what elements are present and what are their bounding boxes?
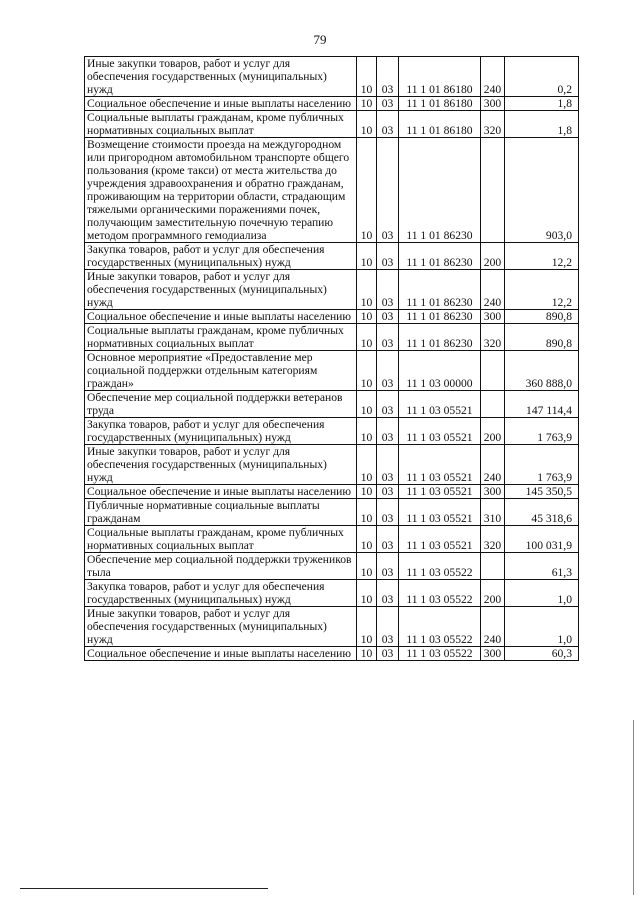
row-expense-type-cell: 240 bbox=[481, 270, 505, 310]
row-expense-type-cell bbox=[481, 351, 505, 391]
row-section-cell: 10 bbox=[357, 607, 377, 647]
row-section-cell: 10 bbox=[357, 270, 377, 310]
row-section-cell: 10 bbox=[357, 499, 377, 526]
row-expense-type-cell: 240 bbox=[481, 607, 505, 647]
row-expense-type-cell: 310 bbox=[481, 499, 505, 526]
row-subsection-cell: 03 bbox=[377, 310, 399, 324]
row-target-article-cell: 11 1 03 05522 bbox=[399, 607, 481, 647]
footnote-rule bbox=[20, 888, 268, 889]
row-amount-cell: 61,3 bbox=[505, 553, 579, 580]
row-subsection-cell: 03 bbox=[377, 499, 399, 526]
row-target-article-cell: 11 1 01 86180 bbox=[399, 111, 481, 138]
row-amount-cell: 903,0 bbox=[505, 138, 579, 243]
row-section-cell: 10 bbox=[357, 111, 377, 138]
row-amount-cell: 100 031,9 bbox=[505, 526, 579, 553]
row-name-cell: Основное мероприятие «Предоставление мер социальной поддержки отдельным категориям граждан» bbox=[85, 351, 357, 391]
row-expense-type-cell: 320 bbox=[481, 324, 505, 351]
row-expense-type-cell bbox=[481, 391, 505, 418]
row-subsection-cell: 03 bbox=[377, 324, 399, 351]
row-subsection-cell: 03 bbox=[377, 526, 399, 553]
row-amount-cell: 1 763,9 bbox=[505, 418, 579, 445]
table-row bbox=[85, 418, 579, 445]
table-row bbox=[85, 111, 579, 138]
scan-edge-mark bbox=[633, 720, 634, 895]
row-subsection-cell: 03 bbox=[377, 445, 399, 485]
row-target-article-cell: 11 1 03 05521 bbox=[399, 391, 481, 418]
row-amount-cell: 0,2 bbox=[505, 57, 579, 97]
row-expense-type-cell: 320 bbox=[481, 111, 505, 138]
row-amount-cell: 12,2 bbox=[505, 270, 579, 310]
row-section-cell: 10 bbox=[357, 310, 377, 324]
row-name-cell: Социальные выплаты гражданам, кроме публичных нормативных социальных выплат bbox=[85, 111, 357, 138]
row-target-article-cell: 11 1 03 05521 bbox=[399, 445, 481, 485]
row-expense-type-cell bbox=[481, 138, 505, 243]
row-target-article-cell: 11 1 03 05521 bbox=[399, 499, 481, 526]
row-subsection-cell: 03 bbox=[377, 607, 399, 647]
table-row bbox=[85, 391, 579, 418]
row-name-cell: Иные закупки товаров, работ и услуг для обеспечения государственных (муниципальных) нужд bbox=[85, 57, 357, 97]
row-section-cell: 10 bbox=[357, 418, 377, 445]
row-name-cell: Социальное обеспечение и иные выплаты населению bbox=[85, 97, 357, 111]
table-row bbox=[85, 485, 579, 499]
table-body bbox=[85, 57, 579, 661]
row-name-cell: Социальное обеспечение и иные выплаты населению bbox=[85, 310, 357, 324]
row-target-article-cell: 11 1 03 05521 bbox=[399, 485, 481, 499]
row-name-cell: Публичные нормативные социальные выплаты гражданам bbox=[85, 499, 357, 526]
table-row bbox=[85, 580, 579, 607]
row-amount-cell: 1,8 bbox=[505, 111, 579, 138]
row-subsection-cell: 03 bbox=[377, 647, 399, 661]
row-subsection-cell: 03 bbox=[377, 580, 399, 607]
row-expense-type-cell: 240 bbox=[481, 57, 505, 97]
row-section-cell: 10 bbox=[357, 243, 377, 270]
table-row bbox=[85, 243, 579, 270]
table-row bbox=[85, 607, 579, 647]
row-target-article-cell: 11 1 01 86230 bbox=[399, 243, 481, 270]
row-section-cell: 10 bbox=[357, 138, 377, 243]
row-section-cell: 10 bbox=[357, 445, 377, 485]
table-row bbox=[85, 445, 579, 485]
row-name-cell: Закупка товаров, работ и услуг для обеспечения государственных (муниципальных) нужд bbox=[85, 580, 357, 607]
row-target-article-cell: 11 1 03 05521 bbox=[399, 526, 481, 553]
row-amount-cell: 890,8 bbox=[505, 324, 579, 351]
row-amount-cell: 890,8 bbox=[505, 310, 579, 324]
row-section-cell: 10 bbox=[357, 351, 377, 391]
row-section-cell: 10 bbox=[357, 553, 377, 580]
row-section-cell: 10 bbox=[357, 647, 377, 661]
row-expense-type-cell: 300 bbox=[481, 310, 505, 324]
row-name-cell: Иные закупки товаров, работ и услуг для обеспечения государственных (муниципальных) нужд bbox=[85, 607, 357, 647]
table-row bbox=[85, 138, 579, 243]
table-row bbox=[85, 647, 579, 661]
row-name-cell: Социальное обеспечение и иные выплаты населению bbox=[85, 647, 357, 661]
row-section-cell: 10 bbox=[357, 485, 377, 499]
row-target-article-cell: 11 1 03 05522 bbox=[399, 580, 481, 607]
row-subsection-cell: 03 bbox=[377, 485, 399, 499]
row-amount-cell: 1,0 bbox=[505, 580, 579, 607]
row-expense-type-cell: 200 bbox=[481, 243, 505, 270]
row-subsection-cell: 03 bbox=[377, 138, 399, 243]
row-subsection-cell: 03 bbox=[377, 57, 399, 97]
row-section-cell: 10 bbox=[357, 526, 377, 553]
row-name-cell: Обеспечение мер социальной поддержки ветеранов труда bbox=[85, 391, 357, 418]
table-row bbox=[85, 324, 579, 351]
row-amount-cell: 360 888,0 bbox=[505, 351, 579, 391]
row-section-cell: 10 bbox=[357, 97, 377, 111]
row-name-cell: Иные закупки товаров, работ и услуг для обеспечения государственных (муниципальных) нужд bbox=[85, 270, 357, 310]
row-section-cell: 10 bbox=[357, 57, 377, 97]
page-number: 79 bbox=[313, 32, 327, 47]
row-subsection-cell: 03 bbox=[377, 270, 399, 310]
row-section-cell: 10 bbox=[357, 391, 377, 418]
table-row bbox=[85, 351, 579, 391]
row-expense-type-cell: 240 bbox=[481, 445, 505, 485]
table-row bbox=[85, 270, 579, 310]
row-name-cell: Возмещение стоимости проезда на междугородном или пригородном автомобильном транспорте общего пользования (кроме такси) от места жительства до учреждения здравоохранения и обратно гражданам, проживающим на территории области, страдающим тяжелыми органическими поражениями почек, получающим заместительную почечную терапию методом программного гемодиализа bbox=[85, 138, 357, 243]
row-name-cell: Социальные выплаты гражданам, кроме публичных нормативных социальных выплат bbox=[85, 526, 357, 553]
row-amount-cell: 147 114,4 bbox=[505, 391, 579, 418]
row-amount-cell: 1,8 bbox=[505, 97, 579, 111]
row-subsection-cell: 03 bbox=[377, 111, 399, 138]
row-target-article-cell: 11 1 03 05521 bbox=[399, 418, 481, 445]
row-expense-type-cell: 320 bbox=[481, 526, 505, 553]
row-target-article-cell: 11 1 01 86230 bbox=[399, 138, 481, 243]
row-expense-type-cell: 200 bbox=[481, 580, 505, 607]
row-target-article-cell: 11 1 01 86230 bbox=[399, 270, 481, 310]
row-name-cell: Закупка товаров, работ и услуг для обеспечения государственных (муниципальных) нужд bbox=[85, 418, 357, 445]
row-target-article-cell: 11 1 01 86230 bbox=[399, 324, 481, 351]
row-subsection-cell: 03 bbox=[377, 553, 399, 580]
row-amount-cell: 1 763,9 bbox=[505, 445, 579, 485]
row-target-article-cell: 11 1 01 86180 bbox=[399, 97, 481, 111]
row-subsection-cell: 03 bbox=[377, 418, 399, 445]
row-amount-cell: 60,3 bbox=[505, 647, 579, 661]
row-expense-type-cell: 200 bbox=[481, 418, 505, 445]
row-target-article-cell: 11 1 03 00000 bbox=[399, 351, 481, 391]
row-target-article-cell: 11 1 01 86230 bbox=[399, 310, 481, 324]
row-section-cell: 10 bbox=[357, 580, 377, 607]
row-expense-type-cell: 300 bbox=[481, 485, 505, 499]
row-subsection-cell: 03 bbox=[377, 97, 399, 111]
row-expense-type-cell: 300 bbox=[481, 97, 505, 111]
row-section-cell: 10 bbox=[357, 324, 377, 351]
row-subsection-cell: 03 bbox=[377, 351, 399, 391]
table-row bbox=[85, 97, 579, 111]
row-name-cell: Иные закупки товаров, работ и услуг для обеспечения государственных (муниципальных) нужд bbox=[85, 445, 357, 485]
row-name-cell: Закупка товаров, работ и услуг для обеспечения государственных (муниципальных) нужд bbox=[85, 243, 357, 270]
row-name-cell: Социальное обеспечение и иные выплаты населению bbox=[85, 485, 357, 499]
table-row bbox=[85, 499, 579, 526]
table-row bbox=[85, 310, 579, 324]
table-row bbox=[85, 553, 579, 580]
row-expense-type-cell bbox=[481, 553, 505, 580]
table-row bbox=[85, 526, 579, 553]
row-subsection-cell: 03 bbox=[377, 391, 399, 418]
row-amount-cell: 45 318,6 bbox=[505, 499, 579, 526]
row-name-cell: Обеспечение мер социальной поддержки тружеников тыла bbox=[85, 553, 357, 580]
row-amount-cell: 12,2 bbox=[505, 243, 579, 270]
row-target-article-cell: 11 1 03 05522 bbox=[399, 553, 481, 580]
row-target-article-cell: 11 1 01 86180 bbox=[399, 57, 481, 97]
row-name-cell: Социальные выплаты гражданам, кроме публичных нормативных социальных выплат bbox=[85, 324, 357, 351]
budget-table bbox=[84, 56, 579, 661]
row-expense-type-cell: 300 bbox=[481, 647, 505, 661]
row-amount-cell: 145 350,5 bbox=[505, 485, 579, 499]
row-subsection-cell: 03 bbox=[377, 243, 399, 270]
row-amount-cell: 1,0 bbox=[505, 607, 579, 647]
row-target-article-cell: 11 1 03 05522 bbox=[399, 647, 481, 661]
table-row bbox=[85, 57, 579, 97]
